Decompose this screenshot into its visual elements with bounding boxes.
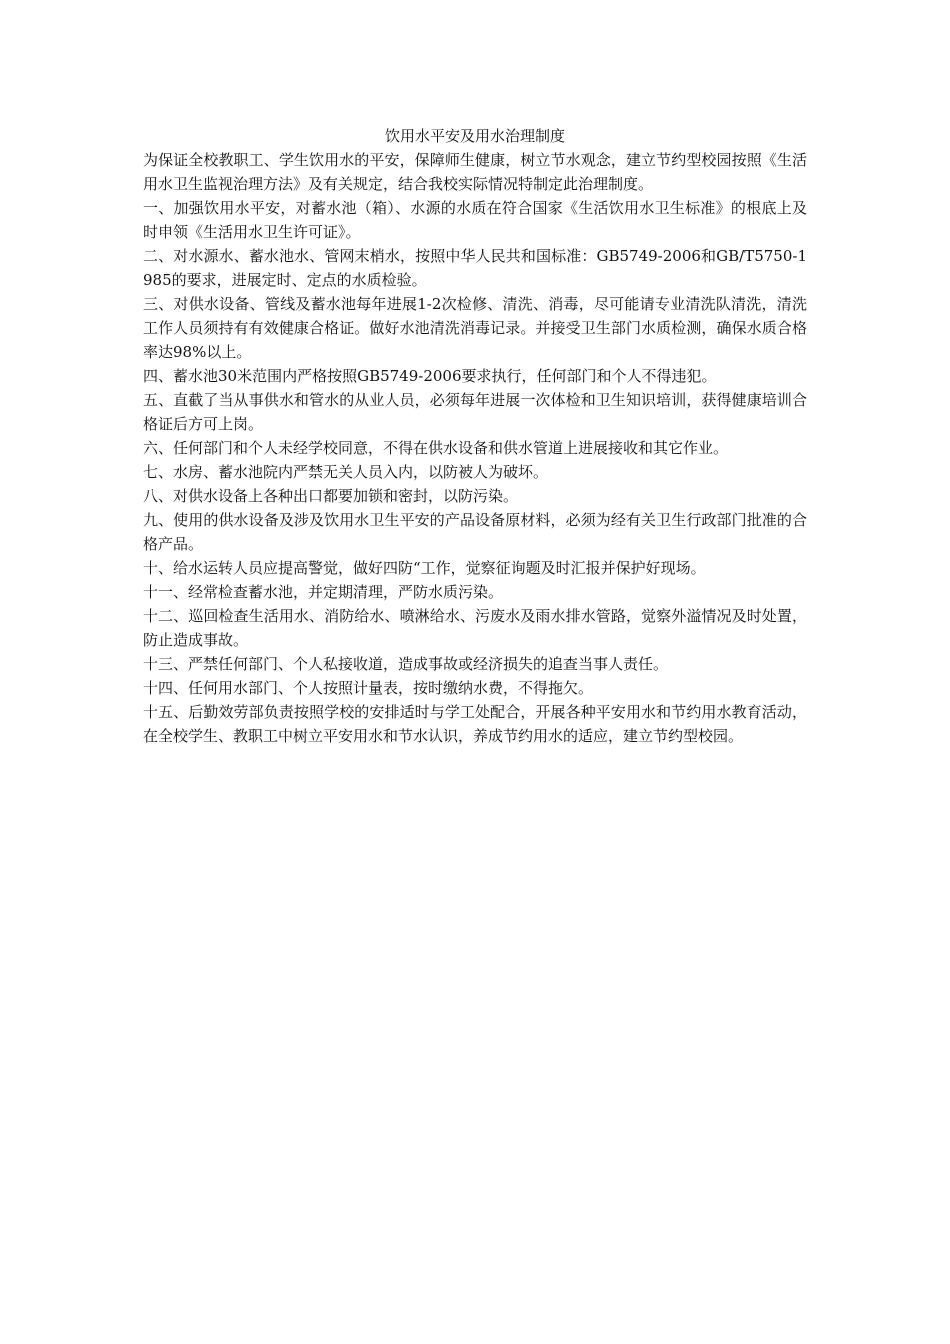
rule-item-15: 十五、后勤效劳部负责按照学校的安排适时与学工处配合，开展各种平安用水和节约用水教育活动，在全校学生、教职工中树立平安用水和节水认识，养成节约用水的适应，建立节约型校园。 [143, 703, 807, 745]
rule-item-11: 十一、经常检查蓄水池，并定期清理，严防水质污染。 [143, 583, 504, 601]
rule-item-2: 二、对水源水、蓄水池水、管网末梢水，按照中华人民共和国标准：GB5749-2006和GB/T5750-1985的要求，进展定时、定点的水质检验。 [143, 247, 807, 289]
rule-item-10: 十、给水运转人员应提高警觉，做好四防“工作，觉察征询题及时汇报并保护好现场。 [143, 559, 706, 577]
rule-item-14: 十四、任何用水部门、个人按照计量表，按时缴纳水费，不得拖欠。 [143, 679, 594, 697]
rule-item-8: 八、对供水设备上各种出口都要加锁和密封，以防污染。 [143, 487, 519, 505]
document-title: 饮用水平安及用水治理制度 [384, 127, 565, 145]
rule-item-4: 四、蓄水池30米范围内严格按照GB5749-2006要求执行，任何部门和个人不得违犯。 [143, 367, 717, 385]
rule-item-7: 七、水房、蓄水池院内严禁无关人员入内，以防被人为破坏。 [143, 463, 549, 481]
rule-item-5: 五、直截了当从事供水和管水的从业人员，必须每年进展一次体检和卫生知识培训，获得健康培训合格证后方可上岗。 [143, 391, 807, 433]
rule-item-12: 十二、巡回检查生活用水、消防给水、喷淋给水、污废水及雨水排水管路，觉察外溢情况及时处置，防止造成事故。 [143, 607, 807, 649]
rule-item-3: 三、对供水设备、管线及蓄水池每年进展1-2次检修、清洗、消毒，尽可能请专业清洗队清洗，清洗工作人员须持有有效健康合格证。做好水池清洗消毒记录。并接受卫生部门水质检测，确保水质合格率达98%以上。 [143, 295, 807, 361]
rule-item-1: 一、加强饮用水平安，对蓄水池（箱）、水源的水质在符合国家《生活饮用水卫生标准》的根底上及时申领《生活用水卫生许可证》。 [143, 199, 807, 241]
rule-item-9: 九、使用的供水设备及涉及饮用水卫生平安的产品设备原材料，必须为经有关卫生行政部门批准的合格产品。 [143, 511, 807, 553]
intro-paragraph: 为保证全校教职工、学生饮用水的平安，保障师生健康，树立节水观念，建立节约型校园按照《生活用水卫生监视治理方法》及有关规定，结合我校实际情况特制定此治理制度。 [143, 151, 807, 193]
document-page [143, 124, 807, 748]
rule-item-13: 十三、严禁任何部门、个人私接收道，造成事故或经济损失的追查当事人责任。 [143, 655, 669, 673]
rule-item-6: 六、任何部门和个人未经学校同意，不得在供水设备和供水管道上进展接收和其它作业。 [143, 439, 729, 457]
